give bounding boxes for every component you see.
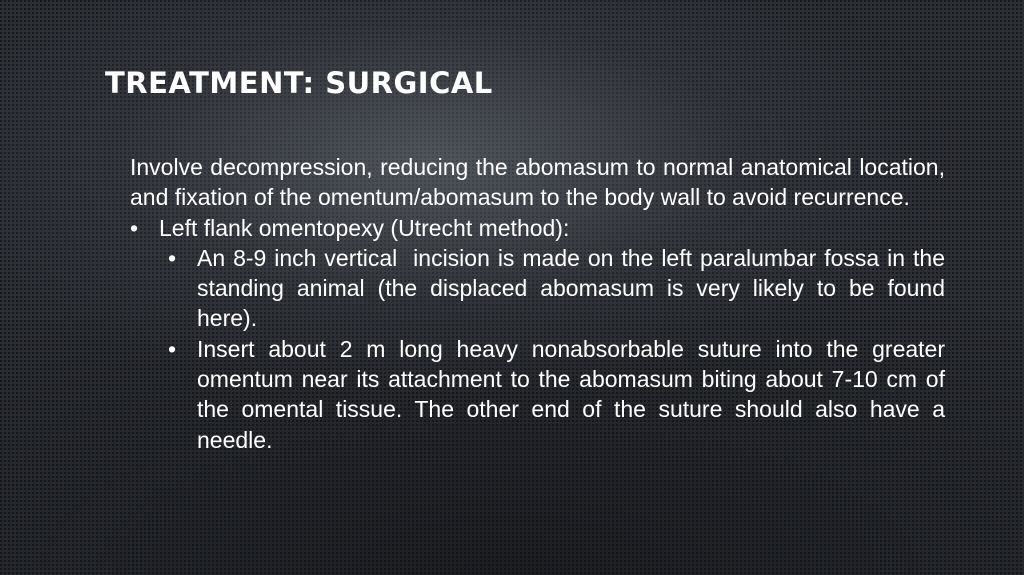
sub-bullet-item bbox=[168, 243, 952, 334]
sub-bullet-item bbox=[168, 334, 945, 455]
intro-paragraph: Involve decompression, reducing the abomasum to normal anatomical location, and fixation of the omentum/abomasum to the body wall to avoid recurrence. bbox=[130, 154, 945, 211]
slide-title: TREATMENT: SURGICAL bbox=[105, 66, 493, 100]
bullet-text: Left flank omentopexy (Utrecht method): bbox=[159, 214, 570, 241]
sub-bullet-text: An 8-9 inch vertical incision is made on the left paralumbar fossa in the standing animal (the displaced abomasum is very likely to be found here). bbox=[197, 244, 952, 332]
bullet-list bbox=[130, 213, 952, 455]
sub-bullet-list bbox=[168, 243, 952, 455]
bullet-item bbox=[130, 213, 952, 455]
slide-content bbox=[130, 152, 952, 455]
sub-bullet-text: Insert about 2 m long heavy nonabsorbable suture into the greater omentum near its attachment to the abomasum biting about 7-10 cm of the omental tissue. The other end of the suture should also have a needle. bbox=[197, 335, 945, 453]
